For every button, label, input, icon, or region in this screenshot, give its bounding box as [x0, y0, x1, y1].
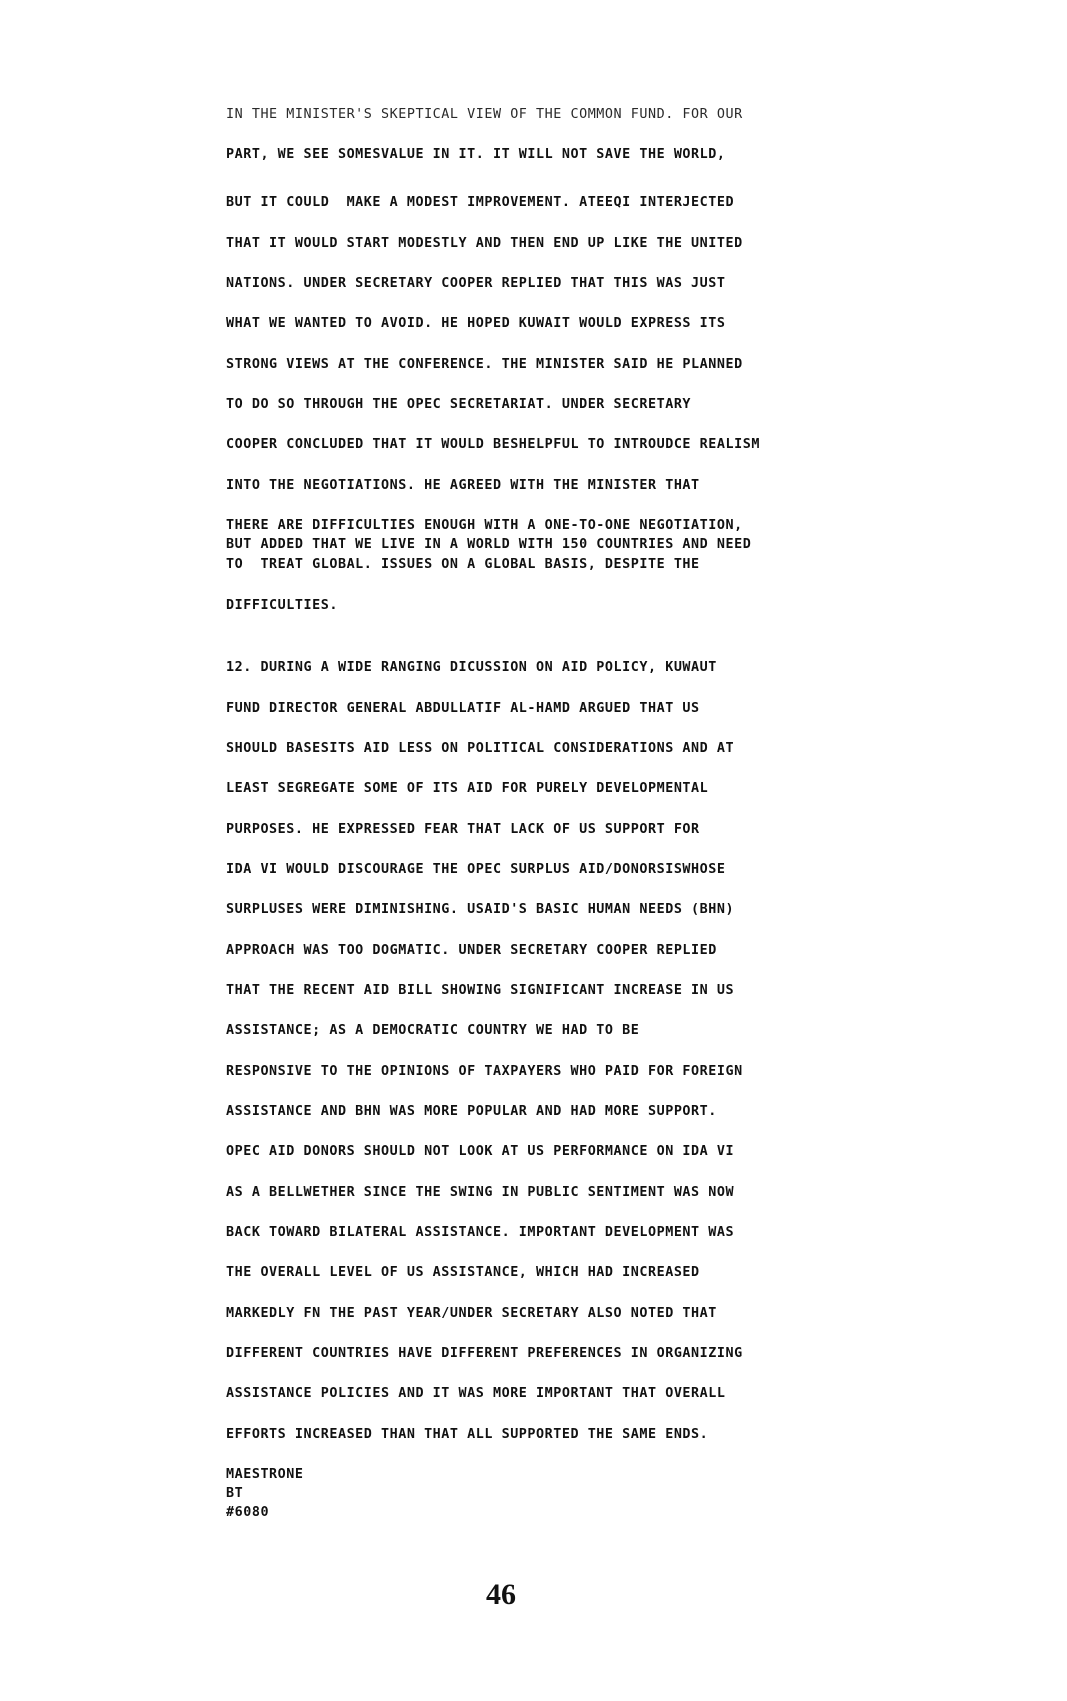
text-line: EFFORTS INCREASED THAN THAT ALL SUPPORTED THE SAME ENDS.: [226, 1427, 709, 1442]
text-line: TO TREAT GLOBAL. ISSUES ON A GLOBAL BASIS, DESPITE THE: [226, 557, 700, 572]
signature: MAESTRONE: [226, 1467, 304, 1482]
text-line: TO DO SO THROUGH THE OPEC SECRETARIAT. UNDER SECRETARY: [226, 397, 692, 412]
text-line: IN THE MINISTER'S SKEPTICAL VIEW OF THE COMMON FUND. FOR OUR: [226, 107, 743, 122]
text-line: PURPOSES. HE EXPRESSED FEAR THAT LACK OF US SUPPORT FOR: [226, 822, 700, 837]
text-line: ASSISTANCE POLICIES AND IT WAS MORE IMPORTANT THAT OVERALL: [226, 1386, 726, 1401]
text-line: THE OVERALL LEVEL OF US ASSISTANCE, WHICH HAD INCREASED: [226, 1265, 700, 1280]
text-line: WHAT WE WANTED TO AVOID. HE HOPED KUWAIT WOULD EXPRESS ITS: [226, 316, 726, 331]
text-line: THAT IT WOULD START MODESTLY AND THEN END UP LIKE THE UNITED: [226, 236, 743, 251]
footer-line: BT: [226, 1486, 244, 1501]
text-line: THERE ARE DIFFICULTIES ENOUGH WITH A ONE-TO-ONE NEGOTIATION,: [226, 518, 743, 533]
text-line: DIFFERENT COUNTRIES HAVE DIFFERENT PREFERENCES IN ORGANIZING: [226, 1346, 743, 1361]
text-line: AS A BELLWETHER SINCE THE SWING IN PUBLIC SENTIMENT WAS NOW: [226, 1185, 735, 1200]
text-line: MARKEDLY FN THE PAST YEAR/UNDER SECRETARY ALSO NOTED THAT: [226, 1306, 717, 1321]
text-line: BUT ADDED THAT WE LIVE IN A WORLD WITH 150 COUNTRIES AND NEED: [226, 537, 752, 552]
text-line: BUT IT COULD MAKE A MODEST IMPROVEMENT. ATEEQI INTERJECTED: [226, 195, 735, 210]
text-line: SURPLUSES WERE DIMINISHING. USAID'S BASIC HUMAN NEEDS (BHN): [226, 902, 735, 917]
text-line: STRONG VIEWS AT THE CONFERENCE. THE MINISTER SAID HE PLANNED: [226, 357, 743, 372]
page-number: 46: [486, 1578, 516, 1611]
text-line: ASSISTANCE AND BHN WAS MORE POPULAR AND HAD MORE SUPPORT.: [226, 1104, 717, 1119]
text-line: RESPONSIVE TO THE OPINIONS OF TAXPAYERS WHO PAID FOR FOREIGN: [226, 1064, 743, 1079]
text-line: DIFFICULTIES.: [226, 598, 338, 613]
text-line: APPROACH WAS TOO DOGMATIC. UNDER SECRETARY COOPER REPLIED: [226, 943, 717, 958]
text-line: INTO THE NEGOTIATIONS. HE AGREED WITH THE MINISTER THAT: [226, 478, 700, 493]
text-line: FUND DIRECTOR GENERAL ABDULLATIF AL-HAMD ARGUED THAT US: [226, 701, 700, 716]
text-line: COOPER CONCLUDED THAT IT WOULD BESHELPFUL TO INTROUDCE REALISM: [226, 437, 760, 452]
footer-line: #6080: [226, 1505, 270, 1520]
text-line: OPEC AID DONORS SHOULD NOT LOOK AT US PERFORMANCE ON IDA VI: [226, 1144, 735, 1159]
text-line: ASSISTANCE; AS A DEMOCRATIC COUNTRY WE HAD TO BE: [226, 1023, 640, 1038]
text-line: LEAST SEGREGATE SOME OF ITS AID FOR PURELY DEVELOPMENTAL: [226, 781, 709, 796]
text-line: PART, WE SEE SOMESVALUE IN IT. IT WILL NOT SAVE THE WORLD,: [226, 147, 726, 162]
text-line: 12. DURING A WIDE RANGING DICUSSION ON AID POLICY, KUWAUT: [226, 660, 717, 675]
text-line: BACK TOWARD BILATERAL ASSISTANCE. IMPORTANT DEVELOPMENT WAS: [226, 1225, 735, 1240]
text-line: IDA VI WOULD DISCOURAGE THE OPEC SURPLUS AID/DONORSISWHOSE: [226, 862, 726, 877]
text-line: THAT THE RECENT AID BILL SHOWING SIGNIFICANT INCREASE IN US: [226, 983, 735, 998]
text-line: NATIONS. UNDER SECRETARY COOPER REPLIED THAT THIS WAS JUST: [226, 276, 726, 291]
text-line: SHOULD BASESITS AID LESS ON POLITICAL CONSIDERATIONS AND AT: [226, 741, 735, 756]
